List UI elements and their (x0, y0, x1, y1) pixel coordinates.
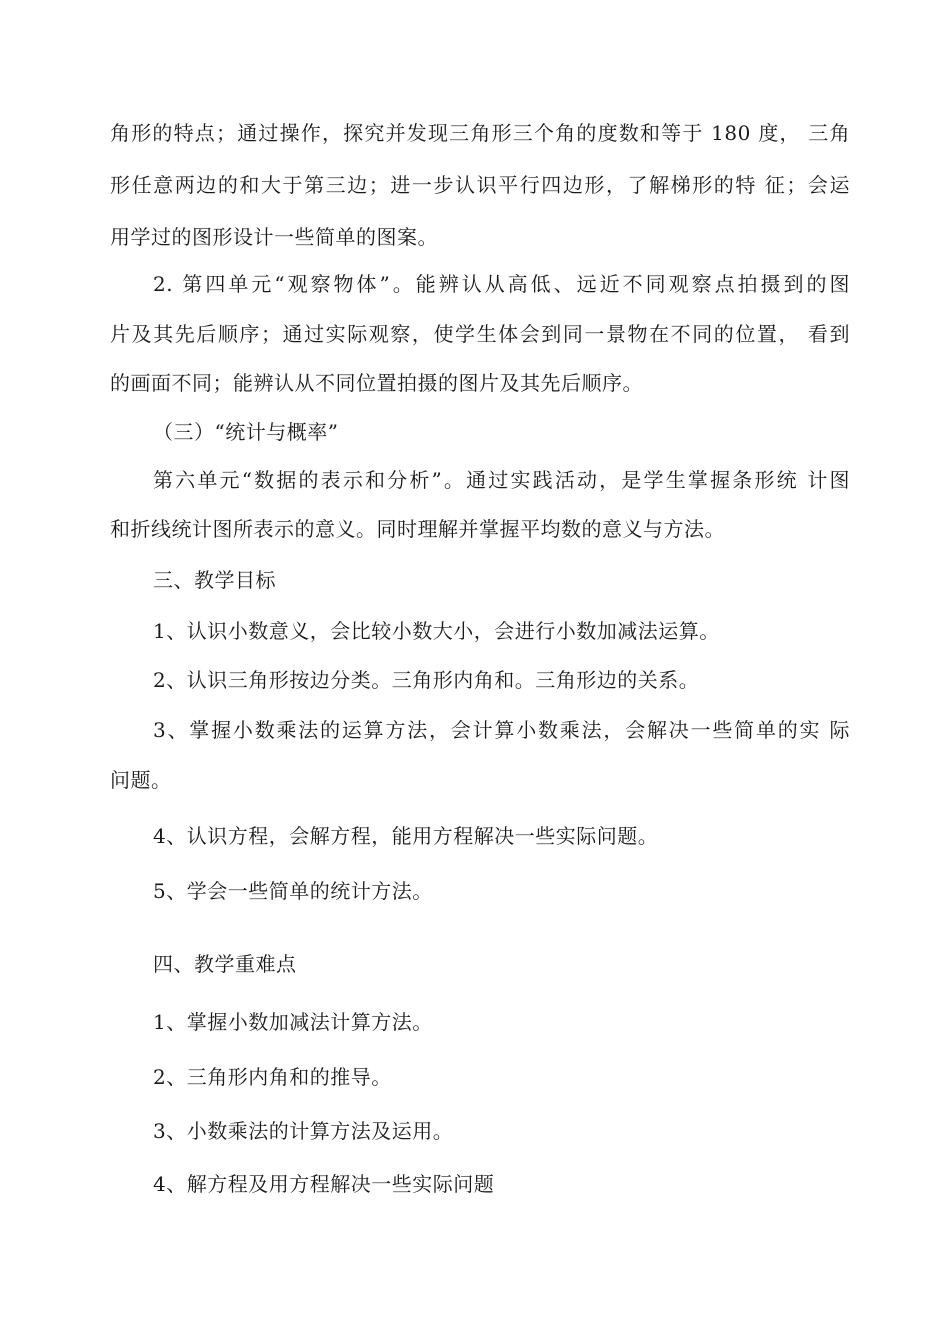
list-item: 2、三角形内角和的推导。 (153, 1065, 392, 1089)
text-line: 第六单元“数据的表示和分析”。通过实践活动，是学生掌握条形统 计图 (153, 468, 850, 492)
text-line: 和折线统计图所表示的意义。同时理解并掌握平均数的意义与方法。 (110, 517, 725, 541)
list-item: 2、认识三角形按边分类。三角形内角和。三角形边的关系。 (153, 668, 700, 692)
text-line: 的画面不同；能辨认从不同位置拍摄的图片及其先后顺序。 (110, 371, 643, 395)
list-item: 1、掌握小数加减法计算方法。 (153, 1010, 433, 1034)
list-item: 3、小数乘法的计算方法及运用。 (153, 1119, 454, 1143)
list-item-continuation: 问题。 (110, 768, 172, 792)
list-item: 4、解方程及用方程解决一些实际问题 (153, 1172, 495, 1196)
section-heading: 四、教学重难点 (153, 952, 297, 976)
section-heading: （三）“统计与概率” (153, 420, 339, 444)
text-line: 2. 第四单元“观察物体”。能辨认从高低、远近不同观察点拍摄到的图 (153, 272, 850, 296)
text-line: 角形的特点；通过操作，探究并发现三角形三个角的度数和等于 180 度， 三角 (110, 121, 850, 145)
list-item: 3、掌握小数乘法的运算方法，会计算小数乘法，会解决一些简单的实 际 (153, 718, 850, 742)
section-heading: 三、教学目标 (153, 568, 276, 592)
text-line: 形任意两边的和大于第三边；进一步认识平行四边形，了解梯形的特 征；会运 (110, 173, 850, 197)
text-line: 用学过的图形设计一些简单的图案。 (110, 225, 438, 249)
list-item: 4、认识方程，会解方程，能用方程解决一些实际问题。 (153, 824, 659, 848)
list-item: 5、学会一些简单的统计方法。 (153, 879, 433, 903)
list-item: 1、认识小数意义，会比较小数大小，会进行小数加减法运算。 (153, 619, 720, 643)
text-line: 片及其先后顺序；通过实际观察，使学生体会到同一景物在不同的位置， 看到 (110, 322, 850, 346)
